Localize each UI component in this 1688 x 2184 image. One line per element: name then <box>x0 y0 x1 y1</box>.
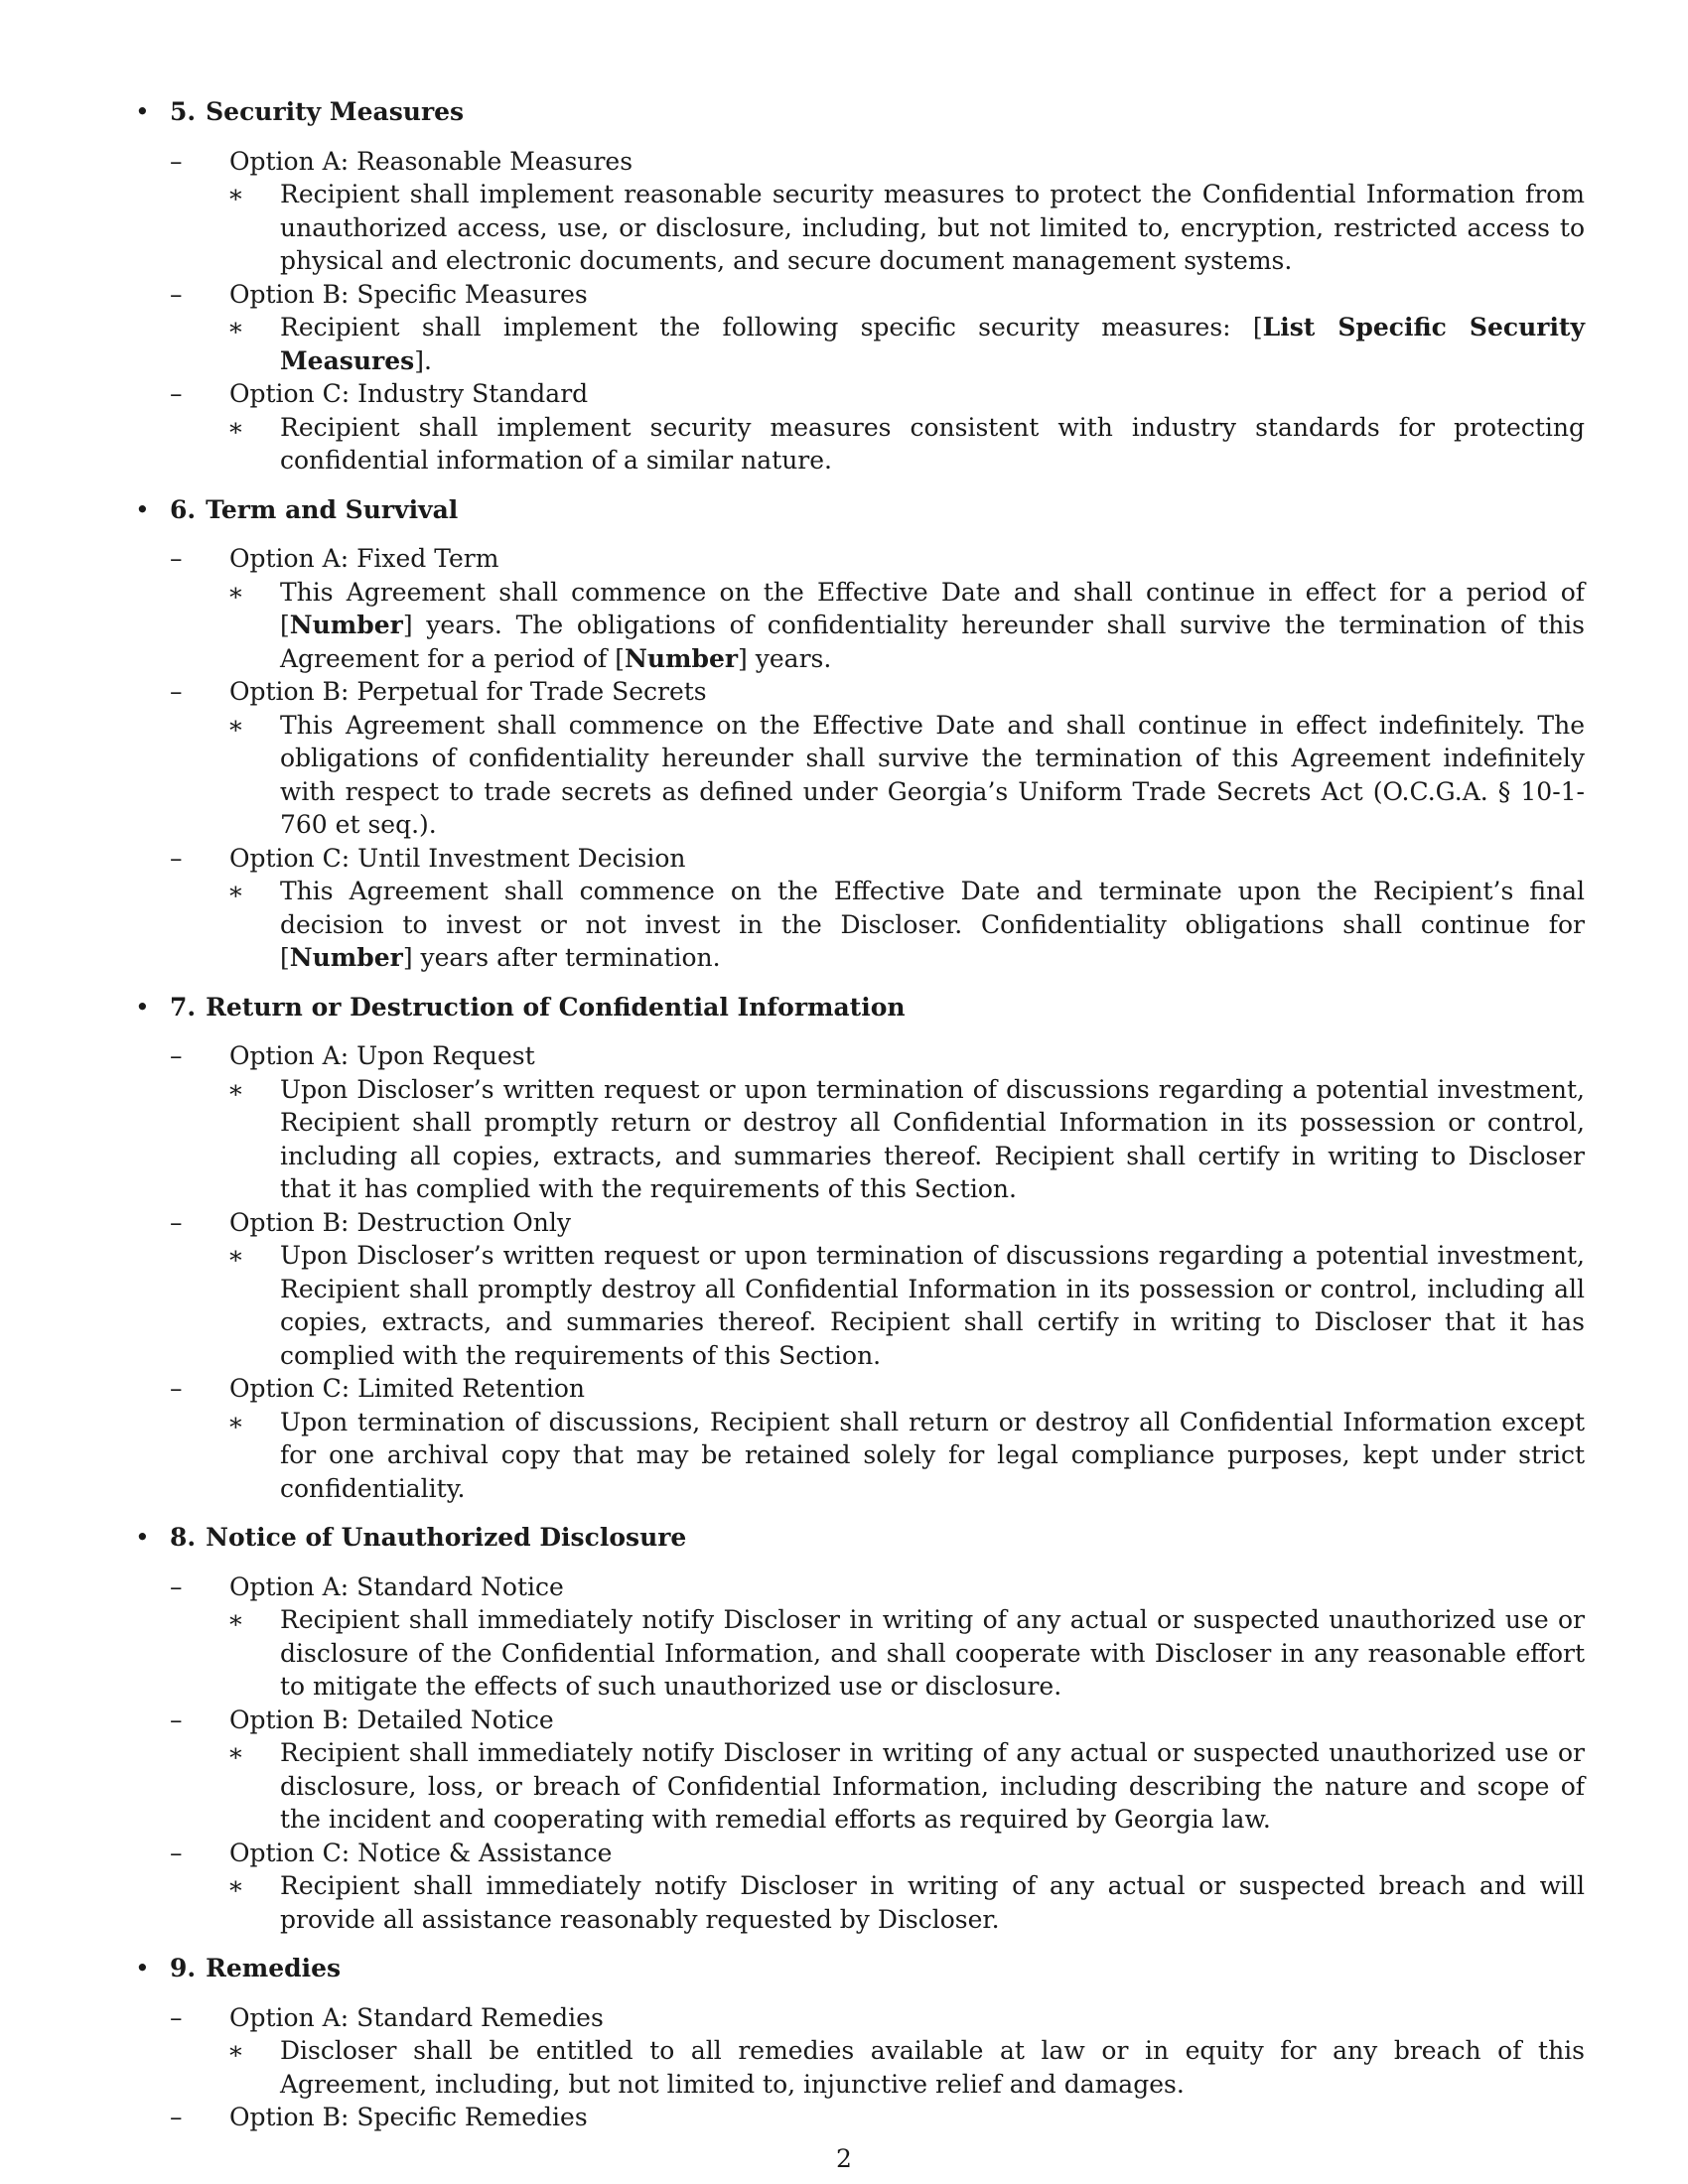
star: ∗ <box>227 710 244 740</box>
clause-text: Recipient shall implement the following specific security measures: [List Specific Security Measures]. <box>280 313 1586 375</box>
placeholder-field: Number <box>625 643 739 673</box>
clause-text: Recipient shall immediately notify Discloser in writing of any actual or suspected breach and will provide all assistance reasonably requested by Discloser. <box>280 1871 1585 1934</box>
dash: – <box>170 2103 183 2131</box>
section-number: 8. <box>170 1523 197 1552</box>
option-label: Option B: Specific Measures <box>229 279 588 309</box>
section-heading <box>170 95 1585 129</box>
star: ∗ <box>227 1738 244 1767</box>
placeholder-field: Number <box>289 611 403 639</box>
clause <box>227 1736 1585 1837</box>
option-label: Option B: Detailed Notice <box>229 1705 554 1734</box>
option <box>170 1570 1585 1704</box>
dash: – <box>170 1705 183 1734</box>
section-6 <box>135 493 1585 975</box>
section-heading <box>170 1521 1585 1555</box>
option <box>170 675 1585 842</box>
section-heading <box>170 1952 1585 1985</box>
option-label: Option B: Destruction Only <box>229 1207 572 1237</box>
option-label: Option B: Specific Remedies <box>229 2103 588 2131</box>
placeholder-field: Number <box>289 943 403 972</box>
clause <box>227 1869 1585 1936</box>
clause-text: Recipient shall implement security measures consistent with industry standards for protecting confidential information of a similar nature. <box>280 412 1585 475</box>
option-label: Option A: Upon Request <box>229 1041 535 1070</box>
option-label: Option B: Perpetual for Trade Secrets <box>229 677 707 706</box>
dash: – <box>170 2002 183 2032</box>
option <box>170 377 1585 478</box>
dash: – <box>170 1207 183 1237</box>
option-label: Option C: Limited Retention <box>229 1374 585 1403</box>
clause <box>227 576 1585 676</box>
section-number: 9. <box>170 1954 197 1982</box>
bullet: • <box>135 494 150 524</box>
clause <box>227 311 1585 377</box>
clause-text: Recipient shall immediately notify Discloser in writing of any actual or suspected unauthorized use or disclosure of the Confidential Information, and shall cooperate with Discloser in any reasonable effort to mitigate the effects of such unauthorized use or disclosure. <box>280 1605 1585 1701</box>
clause-text: Recipient shall immediately notify Discloser in writing of any actual or suspected unauthorized use or disclosure, loss, or breach of Confidential Information, including describing the nature and scope of the incident and cooperating with remedial efforts as required by Georgia law. <box>280 1738 1585 1834</box>
option <box>170 1704 1585 1837</box>
section-number: 6. <box>170 494 197 524</box>
dash: – <box>170 146 183 176</box>
option <box>170 145 1585 278</box>
clause-text: Upon termination of discussions, Recipient shall return or destroy all Confidential Information except for one archival copy that may be retained solely for legal compliance purposes, kept under strict confidentiality. <box>280 1407 1585 1503</box>
dash: – <box>170 379 183 408</box>
option <box>170 1837 1585 1937</box>
clause <box>227 709 1585 842</box>
dash: – <box>170 279 183 309</box>
dash: – <box>170 1838 183 1867</box>
section-5 <box>135 95 1585 478</box>
star: ∗ <box>227 577 244 607</box>
bullet: • <box>135 97 150 126</box>
section-title: Term and Survival <box>206 494 459 524</box>
star: ∗ <box>227 313 244 341</box>
section-heading <box>170 493 1585 527</box>
document-body <box>135 95 1585 2150</box>
section-title: Return or Destruction of Confidential Information <box>206 992 906 1022</box>
dash: – <box>170 1041 183 1070</box>
option-label: Option A: Reasonable Measures <box>229 146 633 176</box>
clause <box>227 1406 1585 1506</box>
option-label: Option C: Notice & Assistance <box>229 1838 613 1867</box>
clause-text: This Agreement shall commence on the Effective Date and shall continue in effect indefinitely. The obligations of confidentiality hereunder shall survive the termination of this Agreement indefinitely with respect to trade secrets as defined under Georgia’s Uniform Trade Secrets Act (O.C.G.A. § 10-1-760 et seq.). <box>280 710 1585 839</box>
option-label: Option A: Fixed Term <box>229 544 499 573</box>
section-9 <box>135 1952 1585 2134</box>
option-label: Option C: Industry Standard <box>229 379 589 408</box>
dash: – <box>170 843 183 873</box>
option <box>170 1372 1585 1505</box>
section-title: Remedies <box>206 1954 342 1982</box>
dash: – <box>170 1571 183 1601</box>
dash: – <box>170 677 183 706</box>
clause-text: This Agreement shall commence on the Effective Date and terminate upon the Recipient’s final decision to invest or not invest in the Discloser. Confidentiality obligations shall continue for [Number] years after termination. <box>280 877 1585 972</box>
star: ∗ <box>227 1241 244 1270</box>
section-number: 5. <box>170 97 197 126</box>
star: ∗ <box>227 1605 244 1634</box>
clause <box>227 1239 1585 1372</box>
option <box>170 2001 1585 2102</box>
clause-text: Recipient shall implement reasonable security measures to protect the Confidential Information from unauthorized access, use, or disclosure, including, but not limited to, encryption, restricted access to physical and electronic documents, and secure document management systems. <box>280 180 1585 275</box>
option <box>170 1039 1585 1206</box>
star: ∗ <box>227 412 244 442</box>
clause-text: This Agreement shall commence on the Effective Date and shall continue in effect for a period of [Number] years. The obligations of confidentiality hereunder shall survive the termination of this Agreement for a period of [Number] years. <box>280 577 1585 673</box>
dash: – <box>170 1374 183 1403</box>
star: ∗ <box>227 180 244 208</box>
section-title: Security Measures <box>206 97 465 126</box>
option-label: Option A: Standard Remedies <box>229 2002 604 2032</box>
star: ∗ <box>227 877 244 905</box>
clause <box>227 411 1585 478</box>
bullet: • <box>135 992 150 1022</box>
option <box>170 842 1585 975</box>
page-number: 2 <box>836 2144 852 2173</box>
section-number: 7. <box>170 992 197 1022</box>
option-label: Option C: Until Investment Decision <box>229 843 686 873</box>
section-title: Notice of Unauthorized Disclosure <box>206 1523 687 1552</box>
clause <box>227 178 1585 278</box>
option <box>170 542 1585 675</box>
option-label: Option A: Standard Notice <box>229 1571 564 1601</box>
clause-text: Discloser shall be entitled to all remedies available at law or in equity for any breach of this Agreement, including, but not limited to, injunctive relief and damages. <box>280 2036 1585 2099</box>
clause-text: Upon Discloser’s written request or upon termination of discussions regarding a potential investment, Recipient shall promptly return or destroy all Confidential Information in its possession or control, including all copies, extracts, and summaries thereof. Recipient shall certify in writing to Discloser that it has complied with the requirements of this Section. <box>280 1074 1585 1203</box>
clause <box>227 2034 1585 2101</box>
star: ∗ <box>227 2036 244 2065</box>
clause <box>227 875 1585 975</box>
star: ∗ <box>227 1074 244 1104</box>
option <box>170 2101 1585 2134</box>
section-heading <box>170 991 1585 1024</box>
star: ∗ <box>227 1407 244 1436</box>
placeholder-field: List Specific Security Measures <box>280 313 1586 375</box>
option <box>170 1206 1585 1373</box>
clause <box>227 1603 1585 1704</box>
section-7 <box>135 991 1585 1506</box>
clause-text: Upon Discloser’s written request or upon termination of discussions regarding a potential investment, Recipient shall promptly destroy all Confidential Information in its possession or control, including all copies, extracts, and summaries thereof. Recipient shall certify in writing to Discloser that it has complied with the requirements of this Section. <box>280 1241 1585 1370</box>
option <box>170 278 1585 378</box>
clause <box>227 1073 1585 1206</box>
star: ∗ <box>227 1871 244 1900</box>
dash: – <box>170 544 183 573</box>
section-8 <box>135 1521 1585 1936</box>
bullet: • <box>135 1523 150 1552</box>
bullet: • <box>135 1954 150 1982</box>
